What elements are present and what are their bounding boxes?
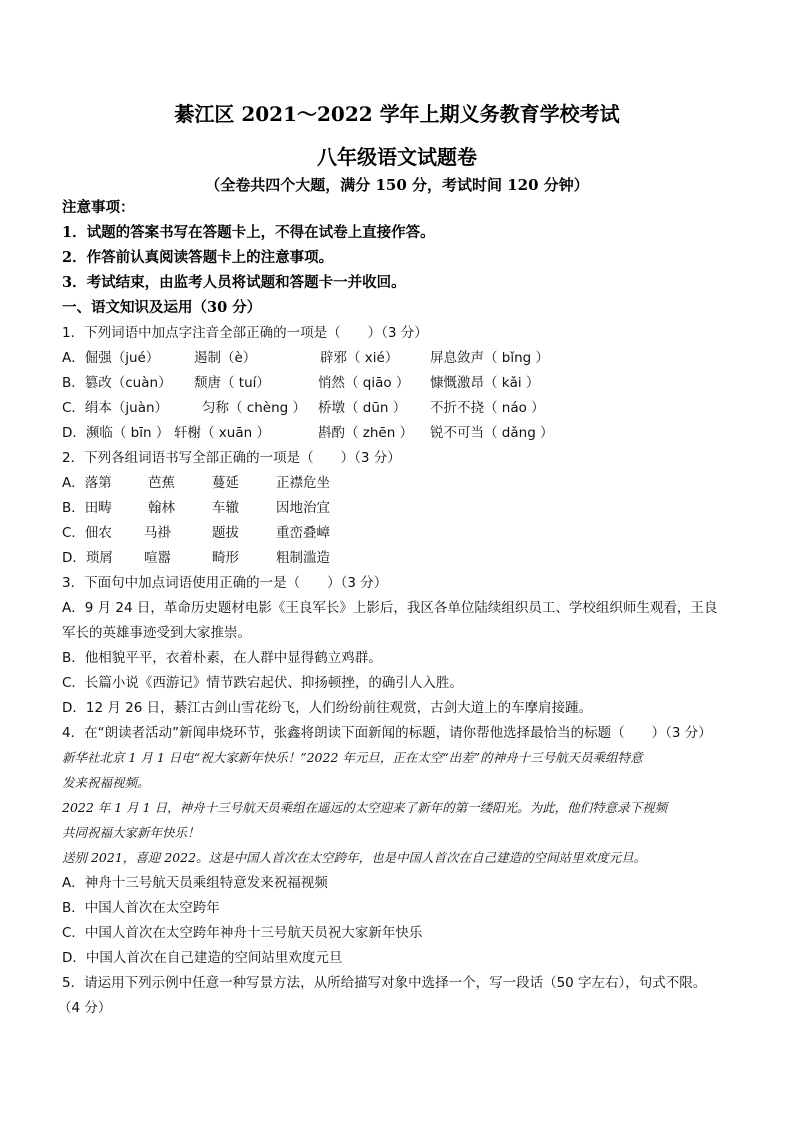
news-paragraph-cont: 发来祝福视频。 — [62, 775, 150, 790]
q3-option-a: A．9 月 24 日，革命历史题材电影《王良军长》上影后，我区各单位陆续组织员工、学校组织师生观看，王良 — [62, 600, 718, 616]
q2-option-cell: 蔓延 — [212, 475, 239, 491]
question-3-stem: 3．下面句中加点词语使用正确的一是（ ）（3 分） — [62, 575, 388, 591]
q1-option-cell: 慷慨激昂（ kǎi ） — [430, 375, 540, 391]
q1-option-cell: A．倔强（jué） — [62, 350, 160, 366]
q1-option-cell: B．篡改（cuàn） — [62, 375, 172, 391]
note-item: 2．作答前认真阅读答题卡上的注意事项。 — [62, 249, 334, 266]
q4-option: B．中国人首次在太空跨年 — [62, 900, 220, 916]
exam-info: （全卷共四个大题，满分 150 分，考试时间 120 分钟） — [205, 176, 589, 194]
q2-option-cell: 畸形 — [212, 550, 239, 566]
q2-option-cell: 粗制滥造 — [276, 550, 330, 566]
q1-option-cell: D．濒临（ bīn ） — [62, 425, 170, 441]
note-item: 3．考试结束，由监考人员将试题和答题卡一并收回。 — [62, 274, 406, 291]
q1-option-cell: 悄然（ qiāo ） — [318, 375, 410, 391]
question-5-stem: 5．请运用下列示例中任意一种写景方法，从所给描写对象中选择一个，写一段话（50 字左右），句式不限。 — [62, 975, 707, 991]
q2-option-cell: 重峦叠嶂 — [276, 525, 330, 541]
q4-option: D．中国人首次在自己建造的空间站里欢度元旦 — [62, 950, 343, 966]
question-5-score: （4 分） — [58, 1000, 112, 1016]
q1-option-cell: C．绢本（juàn） — [62, 400, 169, 416]
question-1-stem: 1．下列词语中加点字注音全部正确的一项是（ ）（3 分） — [62, 325, 428, 341]
q3-option-c: C．长篇小说《西游记》情节跌宕起伏、抑扬顿挫，的确引人入胜。 — [62, 675, 463, 691]
q2-option-cell: 芭蕉 — [148, 475, 175, 491]
q1-option-cell: 屏息敛声（ bǐng ） — [430, 350, 550, 366]
q3-option-b: B．他相貌平平，衣着朴素，在人群中显得鹤立鸡群。 — [62, 650, 382, 666]
q3-option-a-cont: 军长的英雄事迹受到大家推崇。 — [62, 625, 251, 641]
q1-option-cell: 锐不可当（ dǎng ） — [430, 425, 554, 441]
news-paragraph: 2022 年 1 月 1 日，神舟十三号航天员乘组在遥远的太空迎来了新年的第一缕阳光。为此，他们特意录下视频 — [62, 800, 668, 815]
q1-option-cell: 颓唐（ tuí） — [194, 375, 270, 391]
news-paragraph: 新华社北京 1 月 1 日电“祝大家新年快乐！”2022 年元旦，正在太空“出差”的神舟十三号航天员乘组特意 — [62, 750, 643, 765]
q2-option-cell: D．琐屑 — [62, 550, 113, 566]
news-paragraph: 送别 2021，喜迎 2022。这是中国人首次在太空跨年，也是中国人首次在自己建造的空间站里欢度元旦。 — [62, 850, 647, 865]
exam-subtitle: 八年级语文试题卷 — [317, 145, 477, 169]
q1-option-cell: 桥墩（ dūn ） — [318, 400, 407, 416]
q2-option-cell: 马褂 — [144, 525, 171, 541]
q1-option-cell: 遏制（è） — [194, 350, 257, 366]
exam-title: 綦江区 2021～2022 学年上期义务教育学校考试 — [174, 102, 620, 126]
q2-option-cell: B．田畴 — [62, 500, 112, 516]
q3-option-d: D．12 月 26 日，綦江古剑山雪花纷飞，人们纷纷前往观赏，古剑大道上的车摩肩接踵。 — [62, 700, 593, 716]
q2-option-cell: A．落第 — [62, 475, 112, 491]
q2-option-cell: 正襟危坐 — [276, 475, 330, 491]
q2-option-cell: 翰林 — [148, 500, 175, 516]
q1-option-cell: 辟邪（ xié） — [320, 350, 399, 366]
question-4-stem: 4．在“朗读者活动”新闻串烧环节，张鑫将朗读下面新闻的标题，请你帮他选择最恰当的标题（ ）（3 分） — [62, 725, 712, 741]
q4-option: A．神舟十三号航天员乘组特意发来祝福视频 — [62, 875, 328, 891]
q1-option-cell: 匀称（ chèng ） — [202, 400, 306, 416]
q2-option-cell: 车辙 — [212, 500, 239, 516]
section-heading: 一、语文知识及运用（30 分） — [62, 299, 262, 316]
q2-option-cell: 喧嚣 — [144, 550, 171, 566]
q2-option-cell: 因地治宜 — [276, 500, 330, 516]
q2-option-cell: 题拔 — [212, 525, 239, 541]
q4-option: C．中国人首次在太空跨年神舟十三号航天员祝大家新年快乐 — [62, 925, 423, 941]
notes-heading: 注意事项： — [62, 199, 135, 216]
note-item: 1．试题的答案书写在答题卡上，不得在试卷上直接作答。 — [62, 224, 435, 241]
q1-option-cell: 不折不挠（ náo ） — [430, 400, 545, 416]
q1-option-cell: 轩榭（ xuān ） — [174, 425, 270, 441]
news-paragraph-cont: 共同祝福大家新年快乐！ — [62, 825, 200, 840]
q2-option-cell: C．佃农 — [62, 525, 112, 541]
q1-option-cell: 斟酌（ zhēn ） — [318, 425, 414, 441]
question-2-stem: 2．下列各组词语书写全部正确的一项是（ ）（3 分） — [62, 450, 401, 466]
